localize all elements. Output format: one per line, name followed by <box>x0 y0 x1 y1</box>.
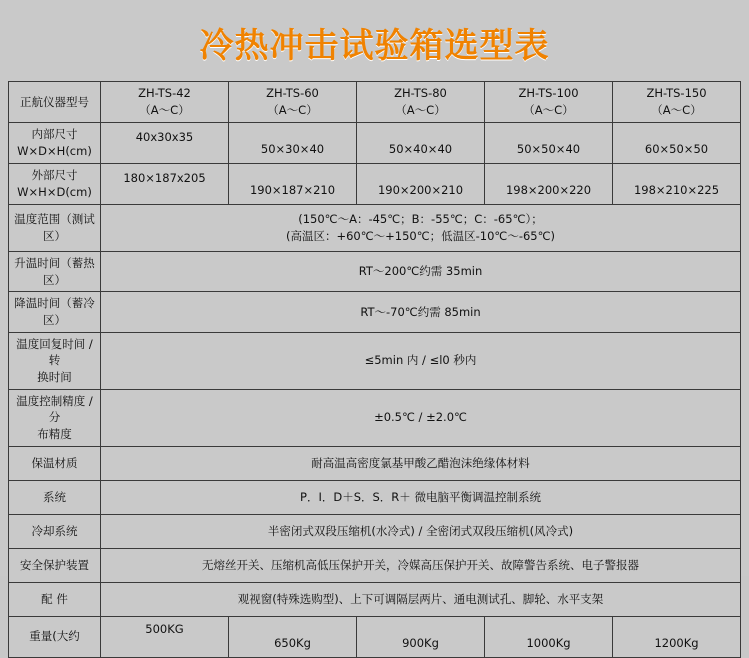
table-row-temperature-range <box>9 205 741 252</box>
cell-value: 1000Kg <box>526 636 571 651</box>
cell-value: 190×200×210 <box>377 182 464 197</box>
table-cell <box>229 616 357 657</box>
table-row-accessories <box>9 582 741 616</box>
row-label <box>9 123 101 164</box>
cell-value: 50×30×40 <box>260 141 325 156</box>
table-row-weight <box>9 616 741 657</box>
cell-value-line1: (150℃～A：-45℃；B：-55℃；C：-65℃）； <box>298 212 543 227</box>
row-label-line2: 换时间 <box>37 370 72 385</box>
table-header-row <box>9 82 741 123</box>
table-row-outer-dimensions <box>9 164 741 205</box>
cell-value: 198×200×220 <box>505 182 592 197</box>
model-name: ZH-TS-42 <box>138 86 191 101</box>
cell-value: 500KG <box>145 622 184 637</box>
row-label <box>9 164 101 205</box>
model-variant: （A～C） <box>139 103 190 117</box>
model-variant: （A～C） <box>395 103 446 117</box>
row-label-line1: 温度回复时间 / 转 <box>16 336 93 368</box>
row-label: 配 件 <box>9 582 101 616</box>
table-row-cooling-system <box>9 514 741 548</box>
cell-value: 650Kg <box>274 636 311 651</box>
table-cell <box>357 164 485 205</box>
row-label-line1: 外部尺寸 <box>31 168 78 183</box>
model-column-3 <box>357 82 485 123</box>
table-cell <box>613 616 741 657</box>
cell-value: 40x30x35 <box>135 129 194 144</box>
table-cell-span: 观视窗(特殊选购型)、上下可调隔层两片、通电测试孔、脚轮、水平支架 <box>101 582 741 616</box>
table-cell-span: ±0.5℃ / ±2.0℃ <box>101 389 741 446</box>
model-name: ZH-TS-60 <box>266 86 319 101</box>
cell-value-line2: (高温区：+60℃～+150℃；低温区-10℃～-65℃) <box>285 229 556 243</box>
row-label <box>9 389 101 446</box>
cell-value: 1200Kg <box>654 636 699 651</box>
model-column-5 <box>613 82 741 123</box>
table-row-recovery-time <box>9 332 741 389</box>
row-label-line1: 温度范围（测试区） <box>14 212 95 243</box>
header-label: 正航仪器型号 <box>9 82 101 123</box>
table-cell <box>229 123 357 164</box>
row-label-line2: W×D×H(cm) <box>17 144 92 158</box>
table-cell <box>101 123 229 164</box>
row-label-line2: 布精度 <box>37 427 72 442</box>
table-cell <box>613 164 741 205</box>
table-cell-span: RT～-70℃约需 85min <box>101 292 741 332</box>
table-row-control-accuracy <box>9 389 741 446</box>
model-column-4 <box>485 82 613 123</box>
row-label: 安全保护装置 <box>9 548 101 582</box>
row-label <box>9 332 101 389</box>
table-row-safety-protection <box>9 548 741 582</box>
table-cell <box>101 616 229 657</box>
model-variant: （A～C） <box>523 103 574 117</box>
model-name: ZH-TS-150 <box>646 86 707 101</box>
row-label: 冷却系统 <box>9 514 101 548</box>
table-cell <box>613 123 741 164</box>
model-column-2 <box>229 82 357 123</box>
table-cell <box>229 164 357 205</box>
model-variant: （A～C） <box>651 103 702 117</box>
table-cell-span: 半密闭式双段压缩机(水冷式) / 全密闭式双段压缩机(风冷式) <box>101 514 741 548</box>
page-title: 冷热冲击试验箱选型表 <box>199 26 550 66</box>
model-name: ZH-TS-80 <box>394 86 447 101</box>
row-label-line1: 温度控制精度 / 分 <box>16 393 93 425</box>
specification-table <box>8 81 741 658</box>
cell-value: 50×50×40 <box>516 141 581 156</box>
cell-value: 60×50×50 <box>644 141 709 156</box>
row-label-line2: W×H×D(cm) <box>17 185 92 199</box>
table-cell <box>357 123 485 164</box>
table-cell <box>357 616 485 657</box>
model-variant: （A～C） <box>267 103 318 117</box>
row-label: 重量(大约 <box>9 616 101 657</box>
table-cell-span: ≤5min 内 / ≤l0 秒内 <box>101 332 741 389</box>
table-row-inner-dimensions <box>9 123 741 164</box>
row-label-line1: 内部尺寸 <box>31 127 78 142</box>
table-row-insulation <box>9 446 741 480</box>
cell-value: 190×187×210 <box>249 182 336 197</box>
table-cell-span <box>101 205 741 252</box>
cell-value: 198×210×225 <box>633 182 720 197</box>
row-label: 升温时间（蓄热区） <box>9 252 101 292</box>
table-cell <box>101 164 229 205</box>
row-label: 系统 <box>9 480 101 514</box>
table-cell-span: 无熔丝开关、压缩机高低压保护开关，冷媒高压保护开关、故障警告系统、电子警报器 <box>101 548 741 582</box>
table-cell <box>485 123 613 164</box>
table-row-system <box>9 480 741 514</box>
table-cell-span: P．I．D＋S．S．R＋ 微电脑平衡调温控制系统 <box>101 480 741 514</box>
row-label: 降温时间（蓄冷区） <box>9 292 101 332</box>
table-row-cooling-time <box>9 292 741 332</box>
model-name: ZH-TS-100 <box>518 86 579 101</box>
row-label: 保温材质 <box>9 446 101 480</box>
table-cell <box>485 164 613 205</box>
table-cell-span: RT～200℃约需 35min <box>101 252 741 292</box>
row-label <box>9 205 101 252</box>
table-cell <box>485 616 613 657</box>
cell-value: 180×187x205 <box>123 170 206 185</box>
table-row-heating-time <box>9 252 741 292</box>
model-column-1 <box>101 82 229 123</box>
cell-value: 900Kg <box>402 636 439 651</box>
table-cell-span: 耐高温高密度氯基甲酸乙醋泡沫绝缘体材料 <box>101 446 741 480</box>
cell-value: 50×40×40 <box>388 141 453 156</box>
